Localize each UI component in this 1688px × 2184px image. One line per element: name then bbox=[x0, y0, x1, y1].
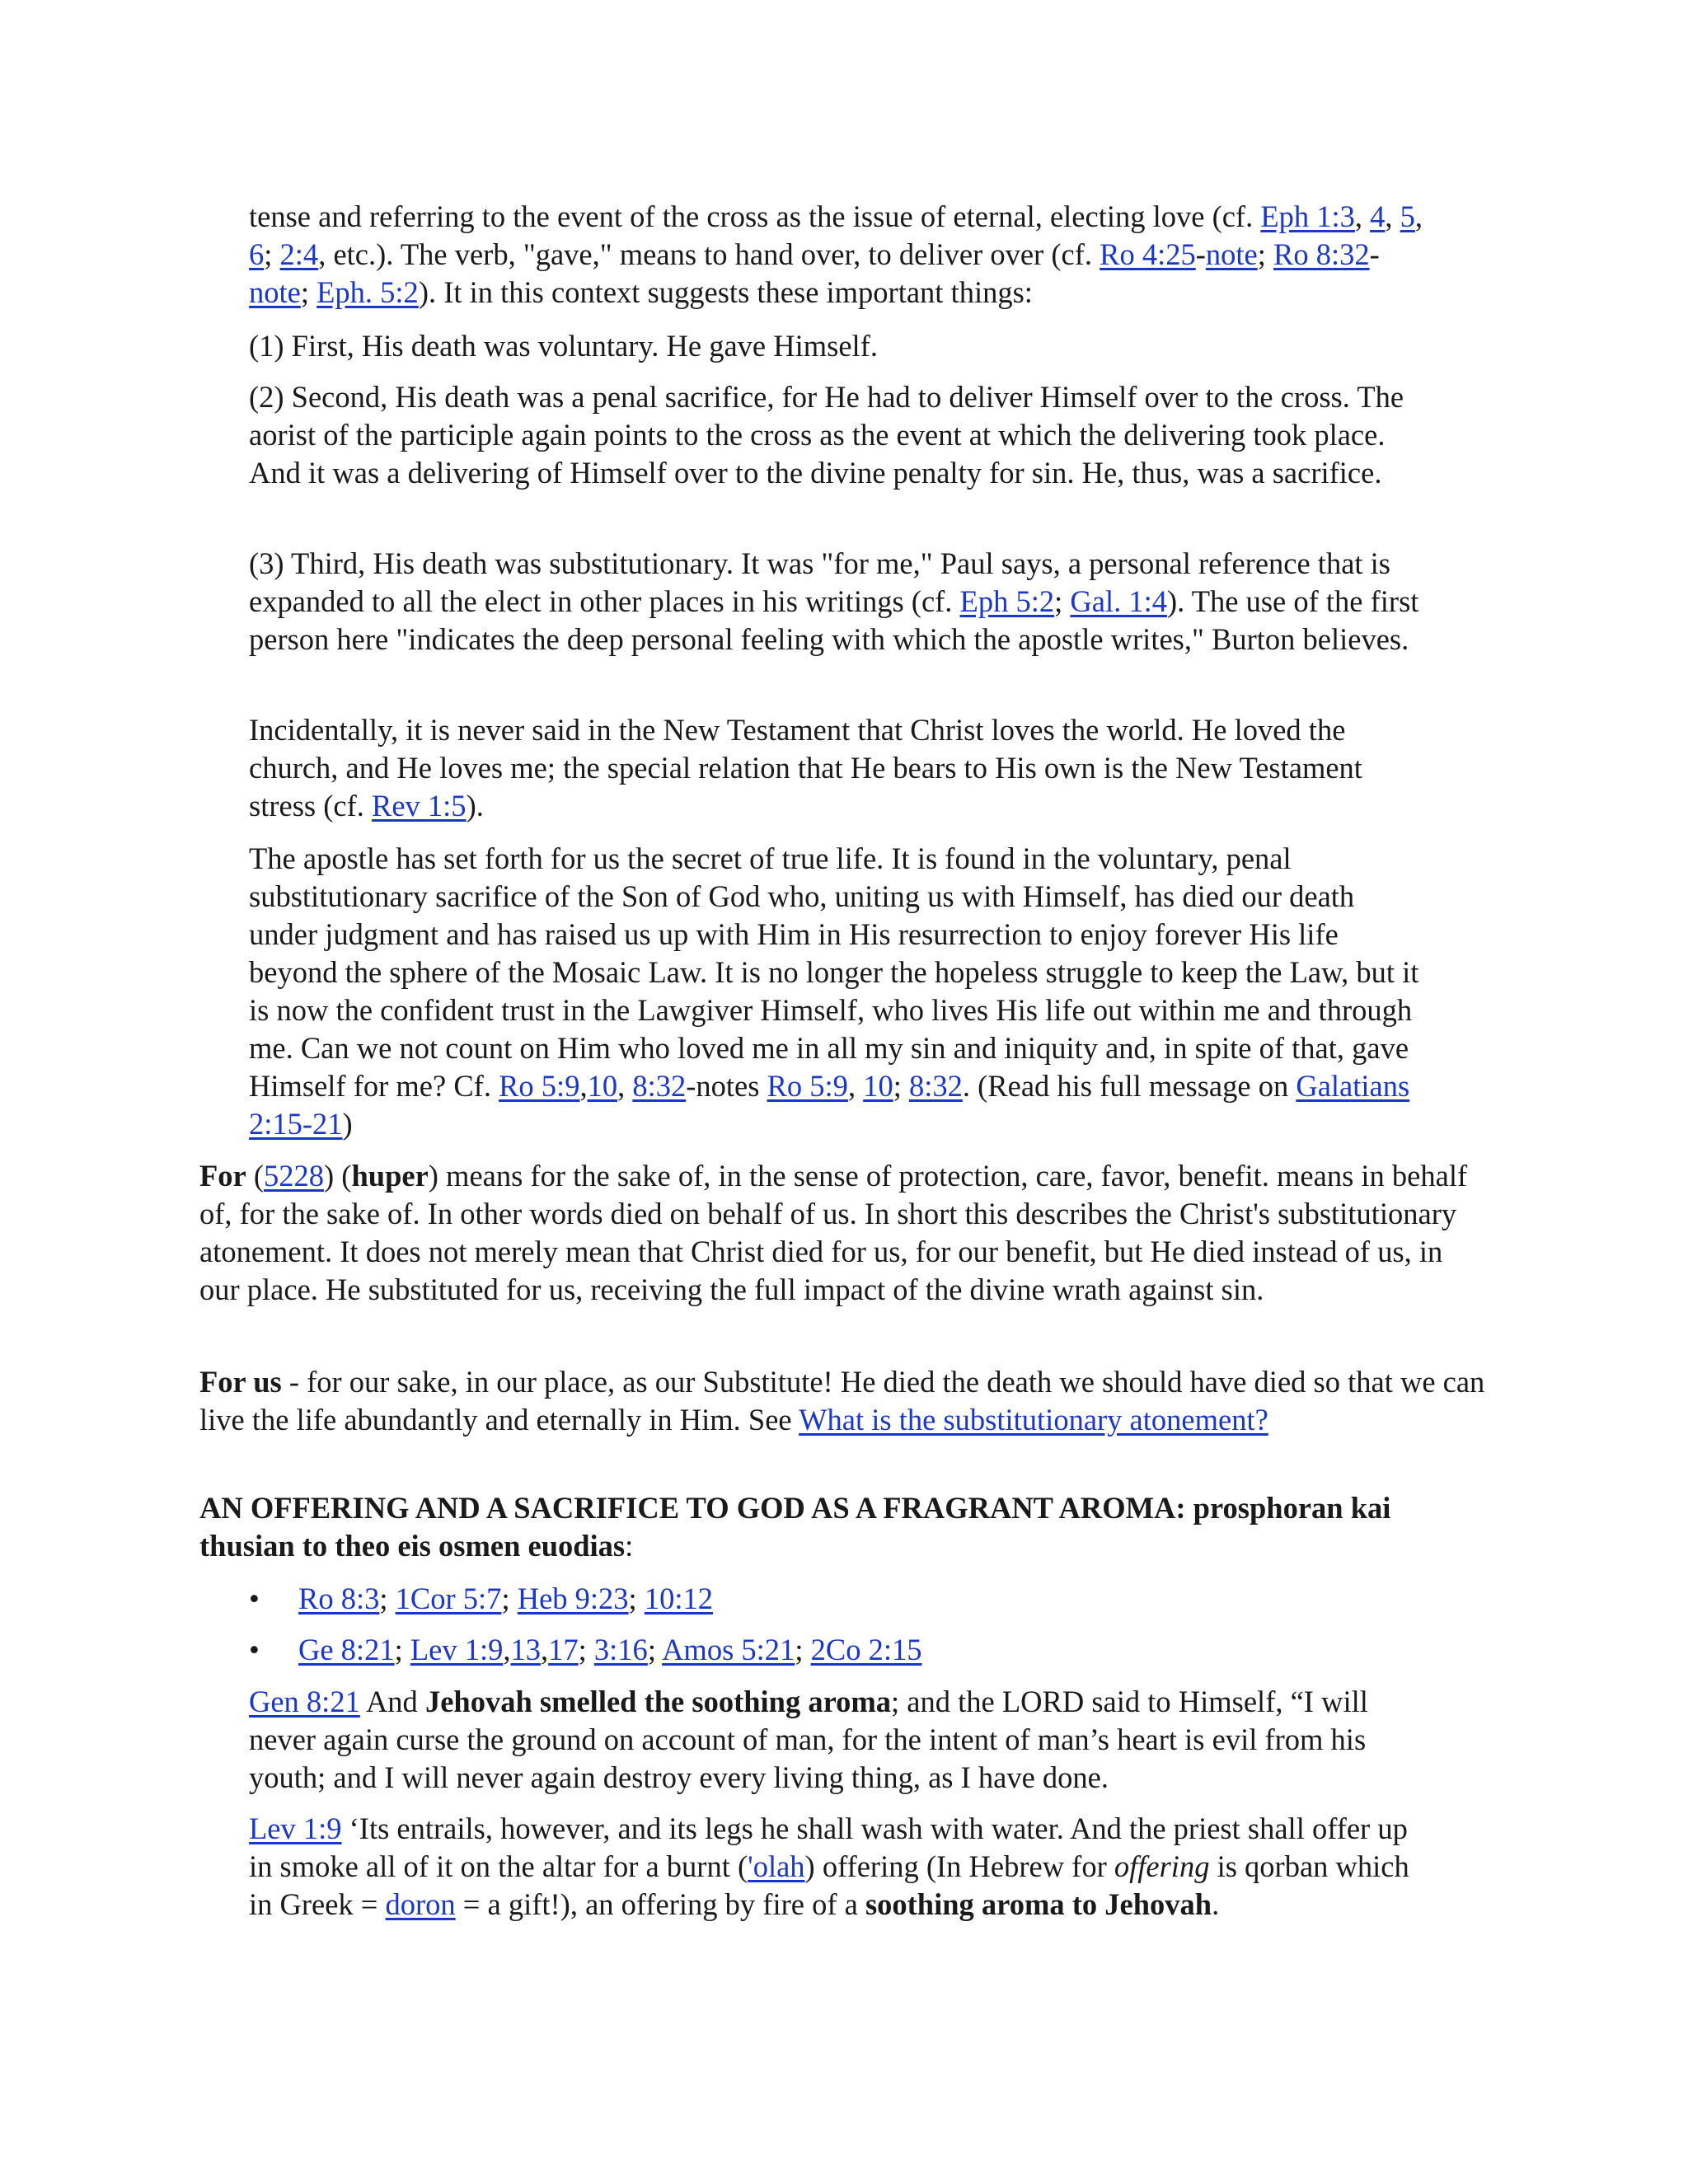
section-heading: AN OFFERING AND A SACRIFICE TO GOD AS A FRAGRANT AROMA: prosphoran kai thusian to theo eis osmen euodias: bbox=[199, 1491, 1391, 1563]
link-ro-8-32[interactable]: Ro 8:32 bbox=[1273, 237, 1370, 271]
link-heb-10-12[interactable]: 10:12 bbox=[644, 1582, 713, 1615]
link-ro-5-9-note[interactable]: Ro 5:9 bbox=[767, 1069, 848, 1103]
link-ro-4-25-note[interactable]: note bbox=[1205, 237, 1258, 271]
link-lev-1-9[interactable]: Lev 1:9 bbox=[410, 1633, 504, 1666]
paragraph-incidentally: Incidentally, it is never said in the New Testament that Christ loves the world. He loved the church, and He loves me; the special relation that He bears to His own is the New Testament stress (cf. Rev 1:5). bbox=[249, 713, 1362, 823]
link-strongs-5228[interactable]: 5228 bbox=[264, 1159, 325, 1193]
link-substitutionary-atonement[interactable]: What is the substitutionary atonement? bbox=[799, 1403, 1268, 1436]
link-eph-5-2b[interactable]: Eph 5:2 bbox=[959, 584, 1055, 618]
paragraph-for-us: For us - for our sake, in our place, as our Substitute! He died the death we should have died so that we can live the life abundantly and eternally in Him. See What is the substitutionary atonement? bbox=[199, 1365, 1485, 1436]
link-ro-8-32-note[interactable]: note bbox=[249, 275, 301, 309]
link-ge-8-21[interactable]: Ge 8:21 bbox=[298, 1633, 395, 1666]
link-rev-1-5[interactable]: Rev 1:5 bbox=[372, 789, 467, 823]
link-ro-5-9[interactable]: Ro 5:9 bbox=[499, 1069, 580, 1103]
link-heb-9-23[interactable]: Heb 9:23 bbox=[517, 1582, 629, 1615]
link-ro-5-10[interactable]: 10 bbox=[587, 1069, 618, 1103]
bullet-text-1: Ro 8:3; 1Cor 5:7; Heb 9:23; 10:12 bbox=[298, 1582, 713, 1615]
link-ro-5-10-note[interactable]: 10 bbox=[863, 1069, 893, 1103]
point-three: (3) Third, His death was substitutionary. It was "for me," Paul says, a personal reference that is expanded to all the elect in other places in his writings (cf. Eph 5:2; Gal. 1:4). The use of the first person here "indicates the deep personal feeling with which the apostle writes," Burton believes. bbox=[249, 546, 1419, 656]
link-ro-8-32-noteb[interactable]: 8:32 bbox=[908, 1069, 963, 1103]
link-eph-5[interactable]: 5 bbox=[1400, 199, 1415, 233]
paragraph-gen-8-21: Gen 8:21 And Jehovah smelled the soothing aroma; and the LORD said to Himself, “I will never again curse the ground on account of man, for the intent of man’s heart is evil from his youth; and I will never again destroy every living thing, as I have done. bbox=[249, 1685, 1368, 1794]
link-lev-3-16[interactable]: 3:16 bbox=[593, 1633, 648, 1666]
bullet-row-2 bbox=[0, 1631, 1688, 1669]
link-eph-2-4[interactable]: 2:4 bbox=[279, 237, 319, 271]
link-gen-8-21[interactable]: Gen 8:21 bbox=[249, 1685, 360, 1718]
point-two: (2) Second, His death was a penal sacrifice, for He had to deliver Himself over to the cross. The aorist of the participle again points to the cross as the event at which the delivering took place. And it was a delivering of Himself over to the divine penalty for sin. He, thus, was a sacrifice. bbox=[249, 380, 1404, 490]
link-ro-8-3[interactable]: Ro 8:3 bbox=[298, 1582, 380, 1615]
bullet-marker: • bbox=[249, 1633, 260, 1666]
link-lev-1-17[interactable]: 17 bbox=[548, 1633, 579, 1666]
bullet-marker: • bbox=[249, 1582, 260, 1615]
link-ro-4-25[interactable]: Ro 4:25 bbox=[1100, 237, 1196, 271]
bullet-text-2: Ge 8:21; Lev 1:9,13,17; 3:16; Amos 5:21; 2Co 2:15 bbox=[298, 1633, 922, 1666]
point-one: (1) First, His death was voluntary. He gave Himself. bbox=[249, 329, 878, 363]
link-eph-4[interactable]: 4 bbox=[1370, 199, 1386, 233]
link-galatians-2-15-21[interactable]: Galatians 2:15-21 bbox=[249, 1069, 1410, 1141]
paragraph-lev-1-9: Lev 1:9 ‘Its entrails, however, and its legs he shall wash with water. And the priest shall offer up in smoke all of it on the altar for a burnt ('olah) offering (In Hebrew for offering is qorban which in Greek = doron = a gift!), an offering by fire of a soothing aroma to Jehovah. bbox=[249, 1811, 1409, 1921]
paragraph-apostle: The apostle has set forth for us the secret of true life. It is found in the voluntary, penal substitutionary sacrifice of the Son of God who, uniting us with Himself, has died our death under judgment and has raised us up with Him in His resurrection to enjoy forever His life beyond the sphere of the Mosaic Law. It is no longer the hopeless struggle to keep the Law, but it is now the confident trust in the Lawgiver Himself, who lives His life out within me and through me. Can we not count on Him who loved me in all my sin and iniquity and, in spite of that, gave Himself for me? Cf. Ro 5:9,10, 8:32-notes Ro 5:9, 10; 8:32. (Read his full message on Galatians 2:15-21) bbox=[249, 841, 1419, 1141]
link-2co-2-15[interactable]: 2Co 2:15 bbox=[810, 1633, 922, 1666]
link-doron[interactable]: doron bbox=[385, 1887, 456, 1921]
link-ro-8-32b[interactable]: 8:32 bbox=[632, 1069, 687, 1103]
link-gal-1-4[interactable]: Gal. 1:4 bbox=[1070, 584, 1167, 618]
link-olah[interactable]: 'olah bbox=[748, 1849, 805, 1883]
link-amos-5-21[interactable]: Amos 5:21 bbox=[662, 1633, 795, 1666]
bullet-row-1 bbox=[0, 1580, 1688, 1618]
link-lev-1-13[interactable]: 13 bbox=[510, 1633, 541, 1666]
link-eph-5-2[interactable]: Eph. 5:2 bbox=[316, 275, 419, 309]
link-eph-6[interactable]: 6 bbox=[249, 237, 265, 271]
link-eph-1-3[interactable]: Eph 1:3 bbox=[1260, 199, 1355, 233]
paragraph-tense: tense and referring to the event of the cross as the issue of eternal, electing love (cf. Eph 1:3, 4, 5, 6; 2:4, etc.). The verb, "gave," means to hand over, to deliver over (cf. Ro 4:25-note; Ro 8:32-note; Eph. 5:2). It in this context suggests these important things: bbox=[249, 199, 1423, 309]
paragraph-for-huper: For (5228) (huper) means for the sake of, in the sense of protection, care, favor, benefit. means in behalf of, for the sake of. In other words died on behalf of us. In short this describes the Christ's substitutionary atonement. It does not merely mean that Christ died for us, for our benefit, but He died instead of us, in our place. He substituted for us, receiving the full impact of the divine wrath against sin. bbox=[199, 1159, 1468, 1306]
link-1cor-5-7[interactable]: 1Cor 5:7 bbox=[395, 1582, 502, 1615]
link-lev-1-9b[interactable]: Lev 1:9 bbox=[249, 1811, 342, 1845]
